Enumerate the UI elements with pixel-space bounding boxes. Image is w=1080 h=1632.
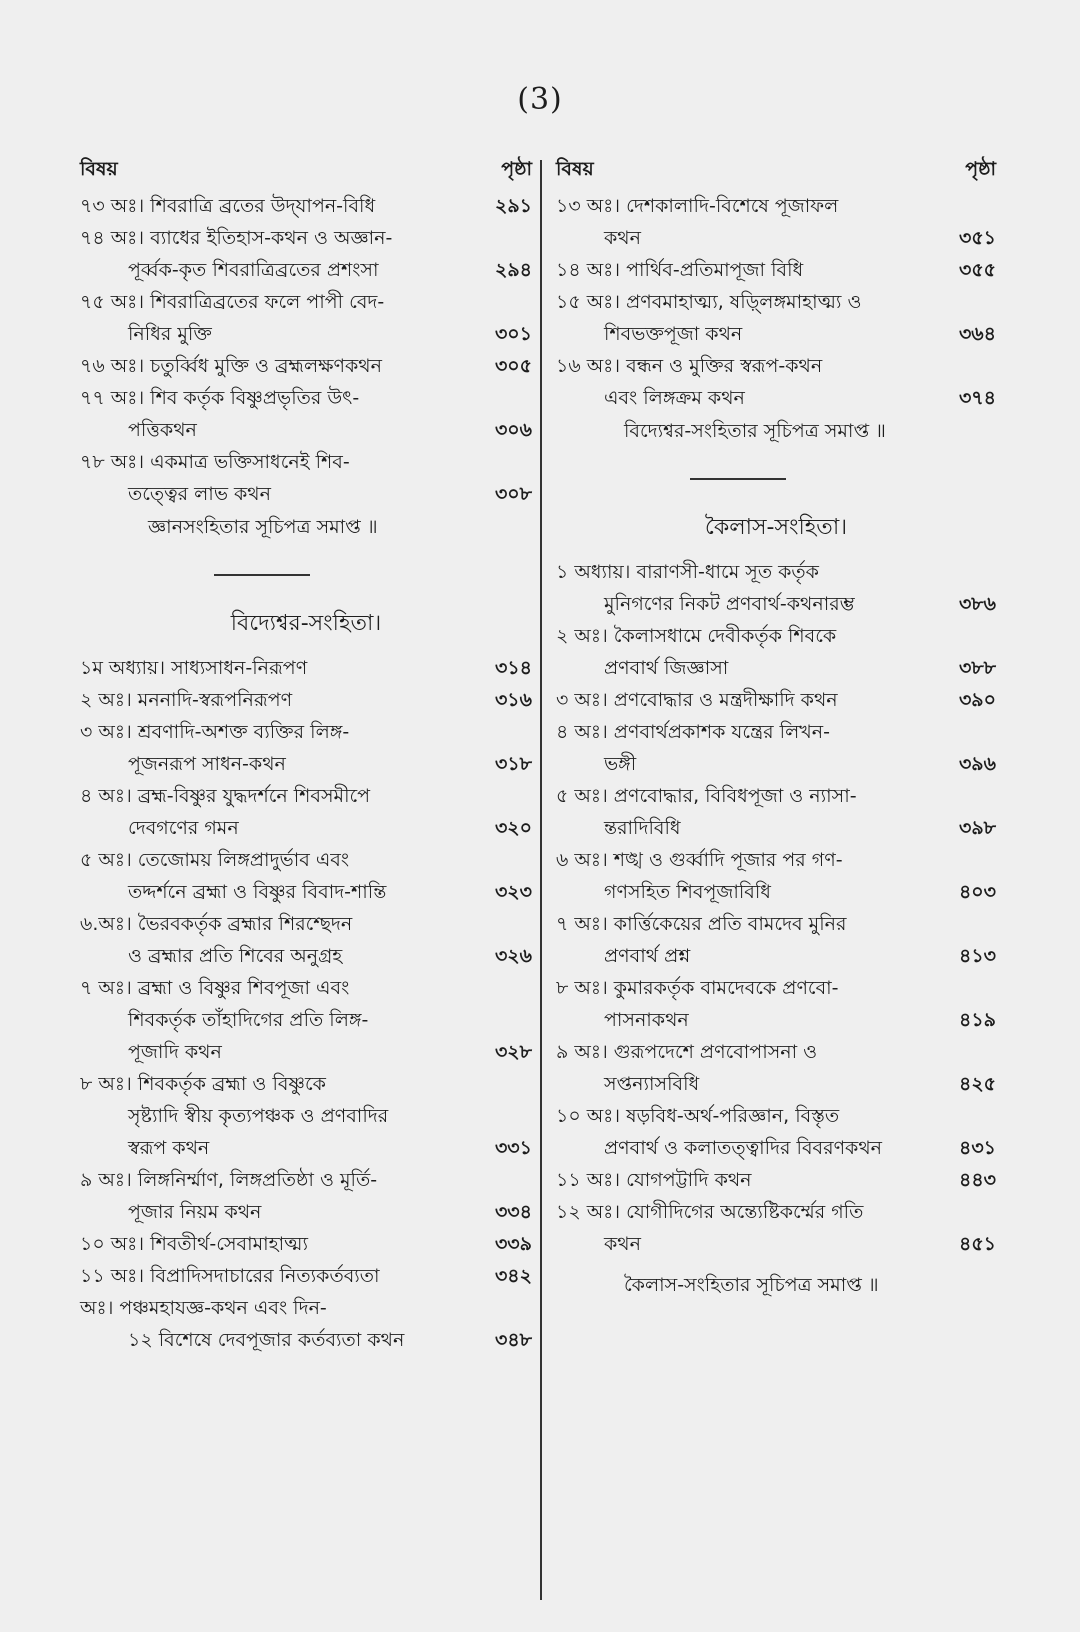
toc-entry-text: ৭৫ অঃ। শিবরাত্রিব্রতের ফলে পাপী বেদ- — [80, 291, 385, 313]
toc-entry-text: সৃষ্ট্যাদি স্বীয় কৃত্যপঞ্চক ও প্রণবাদির — [128, 1105, 389, 1127]
toc-entry-page: ৩৮৮ — [958, 657, 996, 679]
toc-entry-page: ৩৯০ — [958, 689, 996, 711]
toc-entry — [80, 684, 532, 716]
toc-entry-text: ১২ অঃ। যোগীদিগের অন্ত্যেষ্টিকর্ম্মের গতি — [556, 1201, 864, 1223]
toc-entry-text: ২ অঃ। কৈলাসধামে দেবীকর্তৃক শিবকে — [556, 625, 837, 647]
toc-entry — [556, 286, 996, 350]
toc-entry-text: সপ্তন্যাসবিধি — [604, 1073, 700, 1095]
toc-entry — [80, 780, 532, 844]
toc-entry-text: ২ অঃ। মননাদি-স্বরূপনিরূপণ — [80, 689, 293, 711]
toc-entry-page: ৩৯৬ — [958, 753, 996, 775]
toc-entry-text: ৬.অঃ। ভৈরবকর্তৃক ব্রহ্মার শিরশ্ছেদন — [80, 913, 353, 935]
toc-entry-page: ৩৪৮ — [494, 1329, 532, 1351]
toc-entry-text: ৯ অঃ। গুরূপদেশে প্রণবোপাসনা ও — [556, 1041, 818, 1063]
toc-entry-page: ৪৪৩ — [958, 1169, 996, 1191]
toc-entry-text: মুনিগণের নিকট প্রণবার্থ-কথনারম্ভ — [604, 593, 855, 615]
toc-entry-text: ১৬ অঃ। বন্ধন ও মুক্তির স্বরূপ-কথন — [556, 355, 823, 377]
toc-entry — [556, 716, 996, 780]
toc-entry — [556, 350, 996, 414]
toc-entry-text: ভঙ্গী — [604, 753, 637, 775]
toc-entry — [80, 1164, 532, 1228]
toc-entry-text: ৭৩ অঃ। শিবরাত্রি ব্রতের উদ্‌যাপন-বিধি — [80, 195, 376, 217]
section-end-note: জ্ঞানসংহিতার সূচিপত্র সমাপ্ত ॥ — [148, 516, 378, 538]
toc-entry-page: ৩৫৫ — [958, 259, 996, 281]
right-column — [556, 152, 996, 1302]
toc-entry-page: ৩২৩ — [494, 881, 532, 903]
toc-entry-text: ও ব্রহ্মার প্রতি শিবের অনুগ্রহ — [128, 945, 343, 967]
subject-heading: বিষয় — [556, 158, 594, 180]
toc-entry-page: ৩৭৪ — [958, 387, 996, 409]
toc-entry-text: কথন — [604, 1233, 641, 1255]
toc-entry-text: ১ অধ্যায়। বারাণসী-ধামে সূত কর্তৃক — [556, 561, 819, 583]
section-separator — [690, 478, 786, 480]
toc-entry-text: প্রণবার্থ জিজ্ঞাসা — [604, 657, 729, 679]
toc-entry — [556, 556, 996, 620]
toc-entry-text: ৪ অঃ। ব্রহ্ম-বিষ্ণুর যুদ্ধদর্শনে শিবসমীপে — [80, 785, 371, 807]
toc-entry-text: ৫ অঃ। তেজোময় লিঙ্গপ্রাদুর্ভাব এবং — [80, 849, 350, 871]
toc-entry — [556, 684, 996, 716]
toc-entry-page: ৪০৩ — [958, 881, 996, 903]
toc-entry-text: অঃ। পঞ্চমহাযজ্ঞ-কথন এবং দিন- — [80, 1297, 327, 1319]
column-divider — [540, 160, 542, 1600]
toc-entry-page: ৪১৯ — [959, 1009, 996, 1031]
toc-entry-text: স্বরূপ কথন — [128, 1137, 210, 1159]
toc-entry-text: ৭ অঃ। ব্রহ্মা ও বিষ্ণুর শিবপূজা এবং — [80, 977, 350, 999]
toc-entry — [80, 652, 532, 684]
toc-entry — [80, 1260, 532, 1292]
toc-entry — [556, 844, 996, 908]
toc-entry — [80, 222, 532, 286]
toc-entry — [556, 1196, 996, 1260]
toc-entry — [556, 1036, 996, 1100]
toc-entry-text: দেবগণের গমন — [128, 817, 239, 839]
page-heading: পৃষ্ঠা — [501, 158, 532, 180]
toc-entry-page: ৩২৬ — [494, 945, 532, 967]
toc-entry-text: ৭ অঃ। কার্ত্তিকেয়ের প্রতি বামদেব মুনির — [556, 913, 847, 935]
toc-entry-text: তদ্দর্শনে ব্রহ্মা ও বিষ্ণুর বিবাদ-শান্তি — [128, 881, 387, 903]
toc-entry-text: পূজার নিয়ম কথন — [128, 1201, 262, 1223]
toc-entry — [80, 190, 532, 222]
toc-entry — [556, 620, 996, 684]
toc-entry-text: গণসহিত শিবপূজাবিধি — [604, 881, 771, 903]
toc-entry-text: কথন — [604, 227, 641, 249]
toc-entry — [80, 972, 532, 1068]
toc-entry-page: ৩৫১ — [958, 227, 996, 249]
left-column — [80, 152, 532, 1356]
toc-entry-text: শিবভক্তপূজা কথন — [604, 323, 743, 345]
toc-entry-text: ৩ অঃ। প্রণবোদ্ধার ও মন্ত্রদীক্ষাদি কথন — [556, 689, 838, 711]
toc-entry-text: ১০ অঃ। ষড়বিধ-অর্থ-পরিজ্ঞান, বিস্তৃত — [556, 1105, 840, 1127]
toc-entry — [556, 190, 996, 254]
toc-entry-text: ১২ বিশেষে দেবপূজার কর্তব্যতা কথন — [128, 1329, 405, 1351]
section-end-note: বিদ্যেশ্বর-সংহিতার সূচিপত্র সমাপ্ত ॥ — [624, 420, 886, 442]
toc-entry — [556, 780, 996, 844]
toc-entry-text: তত্ত্বের লাভ কথন — [128, 483, 271, 505]
toc-entry-text: পাসনাকথন — [604, 1009, 689, 1031]
toc-entry-page: ৪৩১ — [958, 1137, 996, 1159]
toc-entry-text: ৫ অঃ। প্রণবোদ্ধার, বিবিধপূজা ও ন্যাসা- — [556, 785, 857, 807]
toc-entry-page: ৩৬৪ — [958, 323, 996, 345]
toc-entry — [556, 908, 996, 972]
toc-entry-text: নিধির মুক্তি — [128, 323, 212, 345]
toc-entry-text: প্রণবার্থ প্রশ্ন — [604, 945, 691, 967]
toc-entry — [80, 844, 532, 908]
toc-entry-text: শিবকর্তৃক তাঁহাদিগের প্রতি লিঙ্গ- — [128, 1009, 369, 1031]
toc-list — [80, 190, 532, 510]
toc-entry-page: ৩৪২ — [494, 1265, 532, 1287]
toc-entry-text: প্রণবার্থ ও কলাতত্ত্বাদির বিবরণকথন — [604, 1137, 882, 1159]
toc-entry — [80, 446, 532, 510]
toc-entry — [556, 972, 996, 1036]
toc-entry-text: ন্তরাদিবিধি — [604, 817, 681, 839]
toc-entry-text: ৭৮ অঃ। একমাত্র ভক্তিসাধনেই শিব- — [80, 451, 350, 473]
toc-entry-page: ৩২৮ — [494, 1041, 532, 1063]
toc-entry-text: ৮ অঃ। কুমারকর্তৃক বামদেবকে প্রণবো- — [556, 977, 839, 999]
toc-list — [80, 652, 532, 1356]
toc-entry-text: ১১ অঃ। বিপ্রাদিসদাচারের নিত্যকর্তব্যতা — [80, 1265, 380, 1287]
subject-heading: বিষয় — [80, 158, 118, 180]
toc-entry — [80, 382, 532, 446]
toc-entry-page: ৩০৮ — [494, 483, 532, 505]
toc-entry — [80, 1068, 532, 1164]
toc-entry-text: ১ম অধ্যায়। সাধ্যসাধন-নিরূপণ — [80, 657, 308, 679]
toc-entry-page: ৩৮৬ — [958, 593, 996, 615]
toc-entry-text: পূর্ব্বক-কৃত শিবরাত্রিব্রতের প্রশংসা — [128, 259, 379, 281]
toc-entry-text: ১৪ অঃ। পার্থিব-প্রতিমাপূজা বিধি — [556, 259, 804, 281]
toc-entry — [556, 254, 996, 286]
toc-entry-page: ৩১৪ — [494, 657, 532, 679]
toc-entry-text: ৩ অঃ। শ্রবণাদি-অশক্ত ব্যক্তির লিঙ্গ- — [80, 721, 350, 743]
toc-entry-text: এবং লিঙ্গক্রম কথন — [604, 387, 745, 409]
toc-entry-page: ২৯৪ — [494, 259, 532, 281]
toc-entry-text: ৭৪ অঃ। ব্যাধের ইতিহাস-কথন ও অজ্ঞান- — [80, 227, 393, 249]
toc-entry-page: ৩২০ — [494, 817, 532, 839]
page-heading: পৃষ্ঠা — [965, 158, 996, 180]
toc-entry — [80, 1228, 532, 1260]
toc-entry-page: ৩৩১ — [494, 1137, 532, 1159]
toc-entry-text: ৪ অঃ। প্রণবার্থপ্রকাশক যন্ত্রের লিখন- — [556, 721, 830, 743]
toc-entry — [80, 286, 532, 350]
toc-entry — [80, 350, 532, 382]
section-separator — [214, 574, 310, 576]
right-column-header — [556, 152, 996, 190]
toc-entry-text: ১৩ অঃ। দেশকালাদি-বিশেষে পূজাফল — [556, 195, 839, 217]
toc-entry-page: ৩৩৯ — [494, 1233, 532, 1255]
toc-entry-text: ৭৬ অঃ। চতুর্ব্বিধ মুক্তি ও ব্রহ্মলক্ষণকথন — [80, 355, 382, 377]
section-title: বিদ্যেশ্বর-সংহিতা। — [230, 611, 382, 636]
toc-entry-page: ৩৯৮ — [958, 817, 996, 839]
toc-entry-text: পত্তিকথন — [128, 419, 197, 441]
toc-entry-page: ৪২৫ — [958, 1073, 996, 1095]
toc-entry-text: ৬ অঃ। শঙ্খ ও গুর্ব্বাদি পূজার পর গণ- — [556, 849, 843, 871]
toc-entry-page: ৩০১ — [494, 323, 532, 345]
page-number: (3) — [517, 82, 563, 117]
toc-entry-text: ১১ অঃ। যোগপট্টাদি কথন — [556, 1169, 752, 1191]
toc-entry-page: ৩৩৪ — [494, 1201, 532, 1223]
toc-entry — [80, 908, 532, 972]
toc-entry — [556, 1100, 996, 1164]
toc-entry-page: ৩০৬ — [494, 419, 532, 441]
toc-entry-text: ৮ অঃ। শিবকর্তৃক ব্রহ্মা ও বিষ্ণুকে — [80, 1073, 326, 1095]
toc-entry-page: ৩১৬ — [494, 689, 532, 711]
section-end-note: কৈলাস-সংহিতার সূচিপত্র সমাপ্ত ॥ — [624, 1274, 879, 1296]
toc-list — [556, 190, 996, 414]
left-column-header — [80, 152, 532, 190]
toc-list — [556, 556, 996, 1260]
toc-entry-page: ২৯১ — [494, 195, 532, 217]
toc-entry — [80, 1292, 532, 1356]
toc-entry-text: ৯ অঃ। লিঙ্গনির্ম্মাণ, লিঙ্গপ্রতিষ্ঠা ও মূর্তি- — [80, 1169, 378, 1191]
toc-entry-page: ৩০৫ — [494, 355, 532, 377]
toc-entry — [556, 1164, 996, 1196]
toc-entry-text: ১০ অঃ। শিবতীর্থ-সেবামাহাত্ম্য — [80, 1233, 308, 1255]
toc-entry-text: ১৫ অঃ। প্রণবমাহাত্ম্য, ষড়্লিঙ্গমাহাত্ম্য ও — [556, 291, 862, 313]
toc-entry-page: ৪১৩ — [958, 945, 996, 967]
toc-entry — [80, 716, 532, 780]
toc-entry-text: ৭৭ অঃ। শিব কর্তৃক বিষ্ণুপ্রভৃতির উৎ- — [80, 387, 360, 409]
toc-entry-page: ৪৫১ — [959, 1233, 996, 1255]
toc-entry-text: পূজাদি কথন — [128, 1041, 222, 1063]
toc-entry-text: পূজনরূপ সাধন-কথন — [128, 753, 286, 775]
section-title: কৈলাস-সংহিতা। — [704, 515, 848, 540]
toc-entry-page: ৩১৮ — [494, 753, 532, 775]
